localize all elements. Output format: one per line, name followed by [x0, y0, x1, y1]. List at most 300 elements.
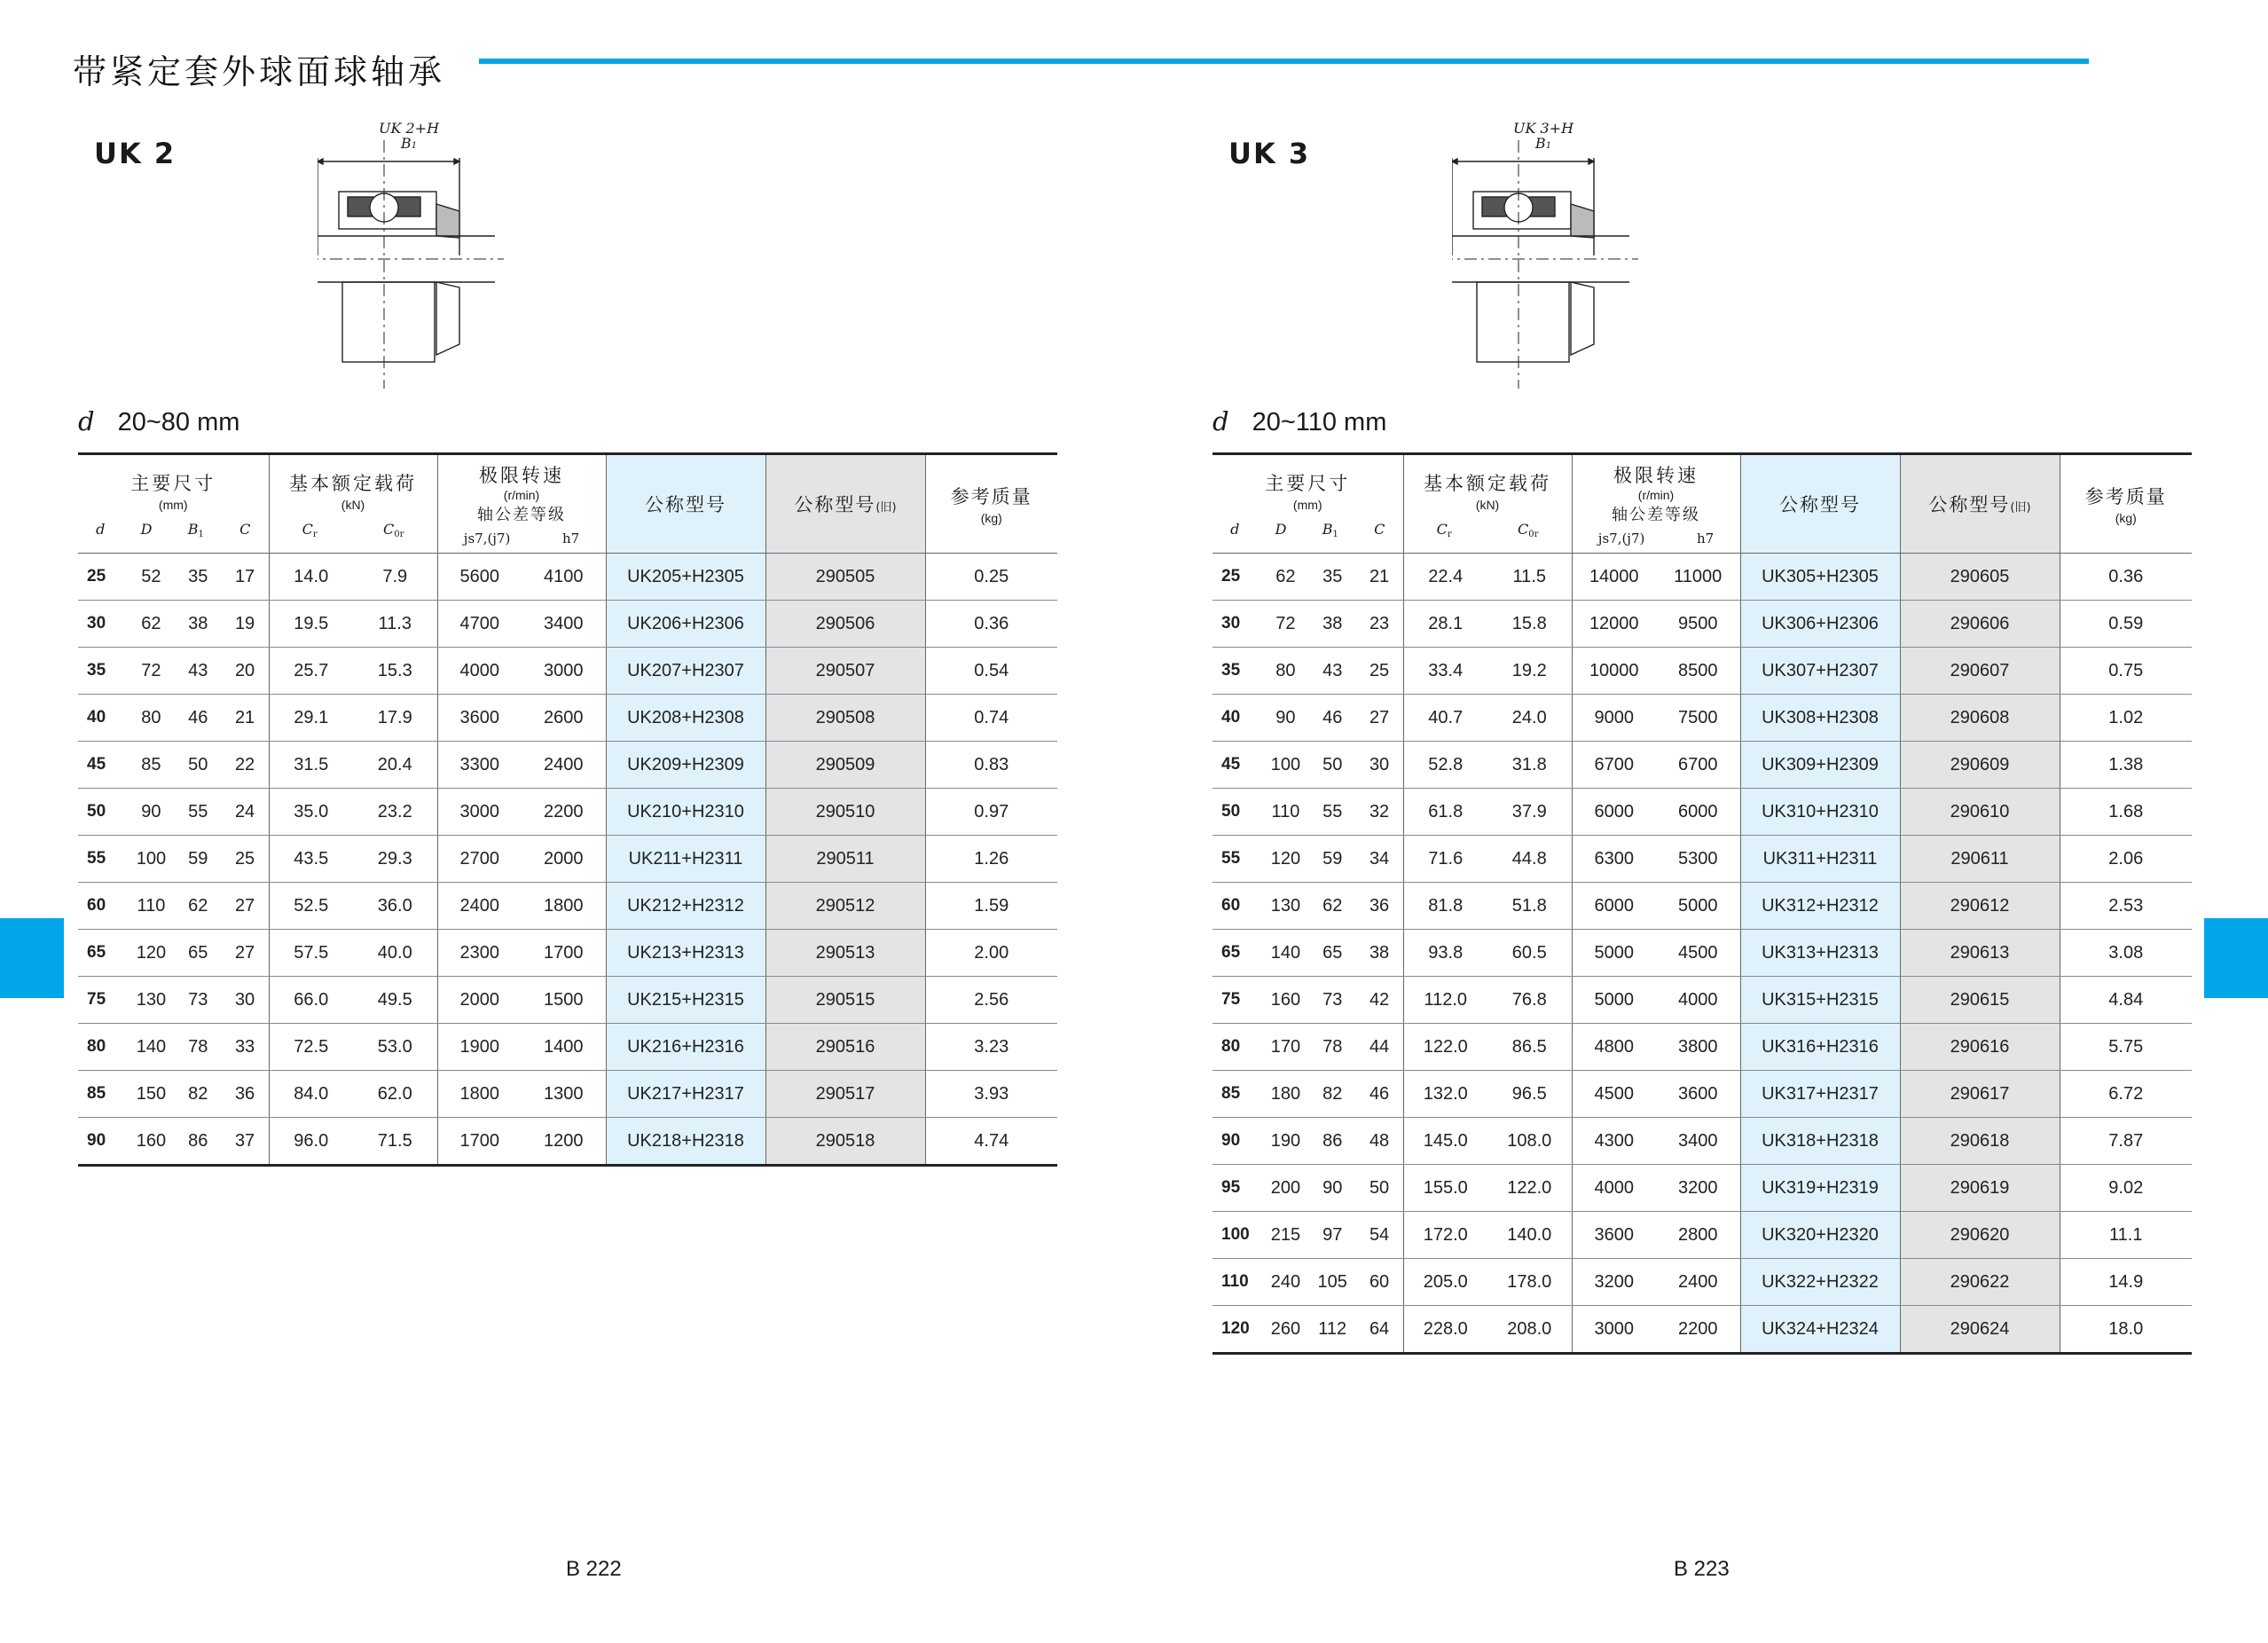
cell-Cr: 66.0	[294, 989, 329, 1010]
cell-C0r: 15.8	[1511, 613, 1547, 633]
cell-speeds	[437, 1024, 606, 1071]
bearing-section-1	[78, 0, 1057, 1643]
cell-old-model: 290607	[1900, 648, 2060, 695]
cell-D: 62	[1275, 566, 1296, 586]
cell-speeds	[1572, 836, 1740, 883]
cell-B1: 73	[188, 989, 208, 1010]
cell-D: 130	[1270, 895, 1301, 916]
cell-C: 27	[1369, 707, 1390, 727]
table-row	[1212, 930, 2192, 977]
cell-mass: 2.06	[2060, 836, 2192, 883]
cell-old-model: 290605	[1900, 554, 2060, 601]
cell-speed-js7: 5000	[1594, 989, 1634, 1010]
cell-B1: 35	[1322, 566, 1343, 586]
cell-dimensions	[78, 695, 269, 742]
cell-speed-js7: 4000	[459, 660, 499, 680]
cell-load-ratings	[269, 742, 437, 789]
cell-speed-h7: 6000	[1678, 801, 1718, 822]
cell-D: 72	[1275, 613, 1296, 633]
cell-load-ratings	[269, 836, 437, 883]
cell-model: UK213+H2313	[606, 930, 765, 977]
cell-speed-js7: 2300	[459, 942, 499, 963]
cell-dimensions	[78, 554, 269, 601]
bearing-drawing-icon	[318, 122, 513, 397]
cell-speed-js7: 9000	[1594, 707, 1634, 727]
cell-D: 110	[137, 895, 166, 916]
header-load: 基本额定载荷 (kN) Cr C0r	[1403, 454, 1572, 554]
cell-old-model: 290624	[1900, 1306, 2060, 1354]
cell-Cr: 112.0	[1424, 989, 1468, 1010]
cell-d: 55	[87, 849, 106, 868]
cell-load-ratings	[269, 554, 437, 601]
cell-speed-js7: 5600	[459, 566, 499, 586]
cell-model: UK308+H2308	[1740, 695, 1900, 742]
cell-B1: 65	[188, 942, 208, 963]
cell-B1: 38	[188, 613, 208, 633]
cell-old-model: 290609	[1900, 742, 2060, 789]
cell-C: 36	[234, 1083, 255, 1104]
table-row	[78, 695, 1057, 742]
table-row	[1212, 601, 2192, 648]
cell-mass: 2.00	[925, 930, 1057, 977]
cell-C0r: 208.0	[1507, 1318, 1552, 1339]
cell-speeds	[1572, 789, 1740, 836]
cell-d: 100	[1221, 1225, 1250, 1244]
cell-model: UK211+H2311	[606, 836, 765, 883]
cell-C0r: 40.0	[377, 942, 412, 963]
cell-Cr: 35.0	[294, 801, 329, 822]
cell-old-model: 290619	[1900, 1165, 2060, 1212]
cell-d: 90	[1221, 1131, 1241, 1150]
cell-Cr: 25.7	[294, 660, 329, 680]
cell-d: 55	[1221, 849, 1241, 868]
side-tab-right	[2204, 918, 2268, 998]
cell-d: 65	[87, 943, 106, 962]
cell-D: 160	[1270, 989, 1301, 1010]
cell-load-ratings	[1403, 601, 1572, 648]
cell-old-model: 290610	[1900, 789, 2060, 836]
cell-speed-js7: 3000	[459, 801, 499, 822]
table-row	[78, 977, 1057, 1024]
cell-old-model: 290510	[765, 789, 925, 836]
table-row	[1212, 789, 2192, 836]
cell-mass: 4.84	[2060, 977, 2192, 1024]
table-row	[1212, 1212, 2192, 1259]
cell-model: UK311+H2311	[1740, 836, 1900, 883]
cell-load-ratings	[269, 1024, 437, 1071]
cell-old-model: 290515	[765, 977, 925, 1024]
cell-model: UK315+H2315	[1740, 977, 1900, 1024]
cell-d: 60	[1221, 896, 1241, 915]
cell-old-model: 290513	[765, 930, 925, 977]
cell-mass: 0.59	[2060, 601, 2192, 648]
table-row	[78, 930, 1057, 977]
cell-D: 160	[136, 1130, 167, 1151]
cell-speed-js7: 2000	[459, 989, 499, 1010]
cell-Cr: 72.5	[294, 1036, 329, 1057]
cell-speed-js7: 6300	[1594, 848, 1634, 869]
table-row	[1212, 1071, 2192, 1118]
cell-C: 19	[234, 613, 255, 633]
cell-model: UK210+H2310	[606, 789, 765, 836]
series-label: UK 2	[94, 137, 177, 170]
cell-Cr: 14.0	[294, 566, 329, 586]
side-tab-left	[0, 918, 64, 998]
table-row	[78, 836, 1057, 883]
table-row	[1212, 554, 2192, 601]
cell-D: 140	[136, 1036, 167, 1057]
cell-C: 37	[234, 1130, 255, 1151]
cell-dimensions	[78, 742, 269, 789]
cell-d: 25	[87, 567, 106, 586]
cell-load-ratings	[1403, 648, 1572, 695]
cell-speeds	[1572, 1024, 1740, 1071]
table-row	[1212, 883, 2192, 930]
bearing-rows	[78, 554, 1057, 1166]
cell-speeds	[1572, 648, 1740, 695]
cell-speeds	[437, 1071, 606, 1118]
cell-speeds	[1572, 1165, 1740, 1212]
cell-Cr: 29.1	[294, 707, 329, 727]
cell-Cr: 40.7	[1428, 707, 1464, 727]
cell-C0r: 17.9	[377, 707, 412, 727]
bore-range: d 20~80 mm	[78, 406, 240, 436]
cell-d: 40	[1221, 708, 1241, 727]
cell-dimensions	[1212, 1306, 1403, 1354]
cell-C0r: 53.0	[377, 1036, 412, 1057]
cell-dimensions	[1212, 742, 1403, 789]
cell-C0r: 11.3	[378, 613, 412, 633]
cell-dimensions	[1212, 883, 1403, 930]
cell-dimensions	[78, 789, 269, 836]
cell-load-ratings	[269, 789, 437, 836]
cell-C0r: 36.0	[377, 895, 412, 916]
cell-model: UK319+H2319	[1740, 1165, 1900, 1212]
table-row	[1212, 1165, 2192, 1212]
cell-speed-h7: 3600	[1678, 1083, 1718, 1104]
cell-speed-h7: 3000	[544, 660, 584, 680]
cell-Cr: 28.1	[1428, 613, 1464, 633]
cell-dimensions	[1212, 836, 1403, 883]
cell-mass: 2.56	[925, 977, 1057, 1024]
cell-speed-h7: 1800	[544, 895, 584, 916]
cell-B1: 62	[188, 895, 208, 916]
cell-C0r: 23.2	[377, 801, 412, 822]
cell-d: 80	[87, 1037, 106, 1056]
cell-model: UK216+H2316	[606, 1024, 765, 1071]
cell-old-model: 290617	[1900, 1071, 2060, 1118]
cell-load-ratings	[269, 1118, 437, 1166]
cell-B1: 86	[188, 1130, 208, 1151]
cell-Cr: 93.8	[1428, 942, 1464, 963]
cell-model: UK215+H2315	[606, 977, 765, 1024]
cell-d: 50	[87, 802, 106, 821]
cell-D: 150	[136, 1083, 167, 1104]
cell-speed-js7: 4800	[1594, 1036, 1634, 1057]
bearing-drawing-icon	[1452, 122, 1647, 397]
cell-model: UK209+H2309	[606, 742, 765, 789]
cell-speeds	[437, 789, 606, 836]
cell-B1: 38	[1322, 613, 1343, 633]
cell-C: 25	[1369, 660, 1390, 680]
cell-d: 25	[1221, 567, 1241, 586]
header-main-dims: 主要尺寸 (mm) d D B1 C	[1212, 454, 1403, 554]
cell-model: UK217+H2317	[606, 1071, 765, 1118]
cell-mass: 3.23	[925, 1024, 1057, 1071]
cell-d: 80	[1221, 1037, 1241, 1056]
cell-speed-js7: 3000	[1594, 1318, 1634, 1339]
cell-speed-js7: 14000	[1589, 566, 1639, 586]
cell-old-model: 290618	[1900, 1118, 2060, 1165]
cell-B1: 78	[1322, 1036, 1343, 1057]
cell-speed-js7: 6700	[1594, 754, 1634, 774]
cell-old-model: 290511	[765, 836, 925, 883]
cell-load-ratings	[1403, 1306, 1572, 1354]
cell-B1: 50	[188, 754, 208, 774]
bearing-section-2	[1212, 0, 2192, 1643]
cell-Cr: 228.0	[1423, 1318, 1468, 1339]
cell-dimensions	[1212, 1024, 1403, 1071]
cell-D: 260	[1270, 1318, 1301, 1339]
cell-C: 20	[234, 660, 255, 680]
cell-mass: 1.68	[2060, 789, 2192, 836]
cell-load-ratings	[1403, 1118, 1572, 1165]
cell-model: UK208+H2308	[606, 695, 765, 742]
cell-speed-h7: 1300	[544, 1083, 584, 1104]
cell-D: 190	[1270, 1130, 1301, 1151]
cell-B1: 112	[1318, 1318, 1347, 1339]
cell-C0r: 29.3	[377, 848, 412, 869]
cell-B1: 46	[188, 707, 208, 727]
cell-mass: 0.75	[2060, 648, 2192, 695]
cell-C0r: 96.5	[1511, 1083, 1547, 1104]
cell-load-ratings	[1403, 1212, 1572, 1259]
cell-model: UK305+H2305	[1740, 554, 1900, 601]
cell-speed-js7: 3600	[1594, 1224, 1634, 1245]
cell-old-model: 290622	[1900, 1259, 2060, 1306]
header-speed: 极限转速 (r/min) 轴公差等级 js7,(j7) h7	[437, 454, 606, 554]
cell-speeds	[437, 695, 606, 742]
header-speed: 极限转速 (r/min) 轴公差等级 js7,(j7) h7	[1572, 454, 1740, 554]
cell-D: 180	[1270, 1083, 1301, 1104]
cell-Cr: 81.8	[1428, 895, 1464, 916]
cell-d: 35	[87, 661, 106, 680]
cell-old-model: 290613	[1900, 930, 2060, 977]
cell-load-ratings	[1403, 1071, 1572, 1118]
cell-speed-h7: 1200	[544, 1130, 584, 1151]
cell-C0r: 15.3	[377, 660, 412, 680]
cell-speeds	[1572, 883, 1740, 930]
cell-speeds	[437, 930, 606, 977]
page-number: B 222	[566, 1557, 622, 1581]
cell-model: UK316+H2316	[1740, 1024, 1900, 1071]
cell-speed-js7: 3600	[459, 707, 499, 727]
cell-speeds	[437, 742, 606, 789]
cell-speed-h7: 3200	[1678, 1177, 1718, 1198]
cell-speed-js7: 4500	[1594, 1083, 1634, 1104]
cell-speed-h7: 6700	[1678, 754, 1718, 774]
cell-load-ratings	[1403, 883, 1572, 930]
cell-mass: 1.59	[925, 883, 1057, 930]
cell-C0r: 140.0	[1507, 1224, 1552, 1245]
table-row	[78, 883, 1057, 930]
cell-speed-js7: 10000	[1589, 660, 1639, 680]
cell-C: 50	[1369, 1177, 1390, 1198]
cell-speed-js7: 4000	[1594, 1177, 1634, 1198]
cell-dimensions	[78, 648, 269, 695]
cell-D: 240	[1270, 1271, 1301, 1292]
cell-speeds	[437, 836, 606, 883]
cell-mass: 4.74	[974, 1130, 1009, 1151]
cell-old-model: 290506	[765, 601, 925, 648]
cell-C0r: 62.0	[377, 1083, 412, 1104]
cell-B1: 59	[1322, 848, 1343, 869]
cell-speeds	[1572, 1259, 1740, 1306]
cell-B1: 82	[1322, 1083, 1343, 1104]
cell-Cr: 71.6	[1428, 848, 1464, 869]
cell-mass: 0.36	[925, 601, 1057, 648]
cell-model: UK206+H2306	[606, 601, 765, 648]
header-main-dims: 主要尺寸 (mm) d D B1 C	[78, 454, 269, 554]
cell-mass: 3.93	[925, 1071, 1057, 1118]
cell-speed-h7: 2200	[544, 801, 584, 822]
cell-dimensions	[1212, 789, 1403, 836]
cell-C: 21	[1369, 566, 1390, 586]
cell-speed-h7: 2200	[1678, 1318, 1718, 1339]
cell-C: 27	[234, 895, 255, 916]
cell-B1: 73	[1322, 989, 1343, 1010]
cell-speed-js7: 6000	[1594, 895, 1634, 916]
cell-model: UK306+H2306	[1740, 601, 1900, 648]
cell-dimensions	[1212, 930, 1403, 977]
cell-D: 215	[1270, 1224, 1301, 1245]
cell-speed-js7: 3300	[459, 754, 499, 774]
cell-dimensions	[1212, 695, 1403, 742]
cell-model: UK307+H2307	[1740, 648, 1900, 695]
cell-C: 30	[1369, 754, 1390, 774]
cell-D: 120	[136, 942, 167, 963]
cell-dimensions	[1212, 1259, 1403, 1306]
cell-speeds	[1572, 1306, 1740, 1354]
cell-C0r: 60.5	[1511, 942, 1547, 963]
table-row	[1212, 1024, 2192, 1071]
cell-speeds	[1572, 1212, 1740, 1259]
cell-speed-js7: 6000	[1594, 801, 1634, 822]
header-model: 公称型号	[1740, 454, 1900, 554]
cell-dimensions	[1212, 601, 1403, 648]
cell-d: 60	[87, 896, 106, 915]
cell-speed-h7: 5000	[1678, 895, 1718, 916]
cell-D: 90	[1275, 707, 1296, 727]
cell-speeds	[437, 977, 606, 1024]
table-row	[78, 742, 1057, 789]
cell-C: 21	[234, 707, 255, 727]
cell-C0r: 19.2	[1511, 660, 1547, 680]
cell-speeds	[1572, 1118, 1740, 1165]
table-row	[1212, 977, 2192, 1024]
drawing-caption: UK 2+H B1	[378, 120, 440, 152]
cell-load-ratings	[1403, 977, 1572, 1024]
cell-C: 23	[1369, 613, 1390, 633]
cell-Cr: 52.8	[1428, 754, 1464, 774]
cell-B1: 55	[188, 801, 208, 822]
cell-model: UK310+H2310	[1740, 789, 1900, 836]
cell-C: 24	[234, 801, 255, 822]
cell-speed-h7: 3400	[1678, 1130, 1718, 1151]
cell-dimensions	[78, 1118, 269, 1166]
cell-D: 130	[136, 989, 167, 1010]
cell-Cr: 155.0	[1423, 1177, 1468, 1198]
cell-d: 30	[1221, 614, 1241, 633]
cell-C0r: 122.0	[1507, 1177, 1552, 1198]
cell-B1: 105	[1317, 1271, 1347, 1292]
series-label: UK 3	[1228, 137, 1311, 170]
cell-Cr: 84.0	[294, 1083, 329, 1104]
cell-C0r: 76.8	[1511, 989, 1547, 1010]
bearing-table	[78, 452, 1057, 1167]
header-model: 公称型号	[606, 454, 765, 554]
cell-model: UK207+H2307	[606, 648, 765, 695]
cell-D: 200	[1270, 1177, 1301, 1198]
table-row	[1212, 1259, 2192, 1306]
cell-B1: 82	[188, 1083, 208, 1104]
cell-load-ratings	[269, 977, 437, 1024]
cell-speed-h7: 2000	[544, 848, 584, 869]
table-row	[78, 1118, 1057, 1166]
cell-old-model: 290505	[765, 554, 925, 601]
cell-dimensions	[1212, 1212, 1403, 1259]
cell-load-ratings	[269, 883, 437, 930]
cell-d: 120	[1221, 1319, 1250, 1338]
cell-dimensions	[78, 1024, 269, 1071]
cell-D: 140	[1270, 942, 1301, 963]
cell-Cr: 31.5	[294, 754, 329, 774]
cell-mass: 0.54	[925, 648, 1057, 695]
cell-C: 42	[1369, 989, 1390, 1010]
page-title: 带紧定套外球面球轴承	[73, 52, 446, 91]
cell-old-model: 290512	[765, 883, 925, 930]
cell-B1: 50	[1322, 754, 1343, 774]
cell-Cr: 96.0	[294, 1130, 329, 1151]
cell-speed-h7: 7500	[1678, 707, 1718, 727]
cell-dimensions	[1212, 1071, 1403, 1118]
cell-D: 170	[1270, 1036, 1301, 1057]
cell-speeds	[1572, 601, 1740, 648]
cell-model: UK317+H2317	[1740, 1071, 1900, 1118]
cell-B1: 65	[1322, 942, 1343, 963]
cell-load-ratings	[269, 648, 437, 695]
cell-d: 45	[1221, 755, 1241, 774]
cell-C0r: 44.8	[1511, 848, 1547, 869]
cell-D: 120	[1270, 848, 1301, 869]
cell-speeds	[1572, 1071, 1740, 1118]
table-row	[78, 601, 1057, 648]
cell-C: 36	[1369, 895, 1390, 916]
cell-d: 110	[1221, 1272, 1249, 1291]
cell-load-ratings	[1403, 836, 1572, 883]
cell-load-ratings	[1403, 742, 1572, 789]
cell-C: 46	[1369, 1083, 1390, 1104]
cell-model: UK218+H2318	[606, 1118, 765, 1166]
cell-Cr: 52.5	[294, 895, 329, 916]
cell-dimensions	[78, 836, 269, 883]
table-row	[78, 648, 1057, 695]
cell-mass: 0.74	[925, 695, 1057, 742]
cell-load-ratings	[1403, 1165, 1572, 1212]
cell-mass: 11.1	[2060, 1212, 2192, 1259]
cell-speed-h7: 3400	[544, 613, 584, 633]
table-row	[1212, 1306, 2192, 1354]
